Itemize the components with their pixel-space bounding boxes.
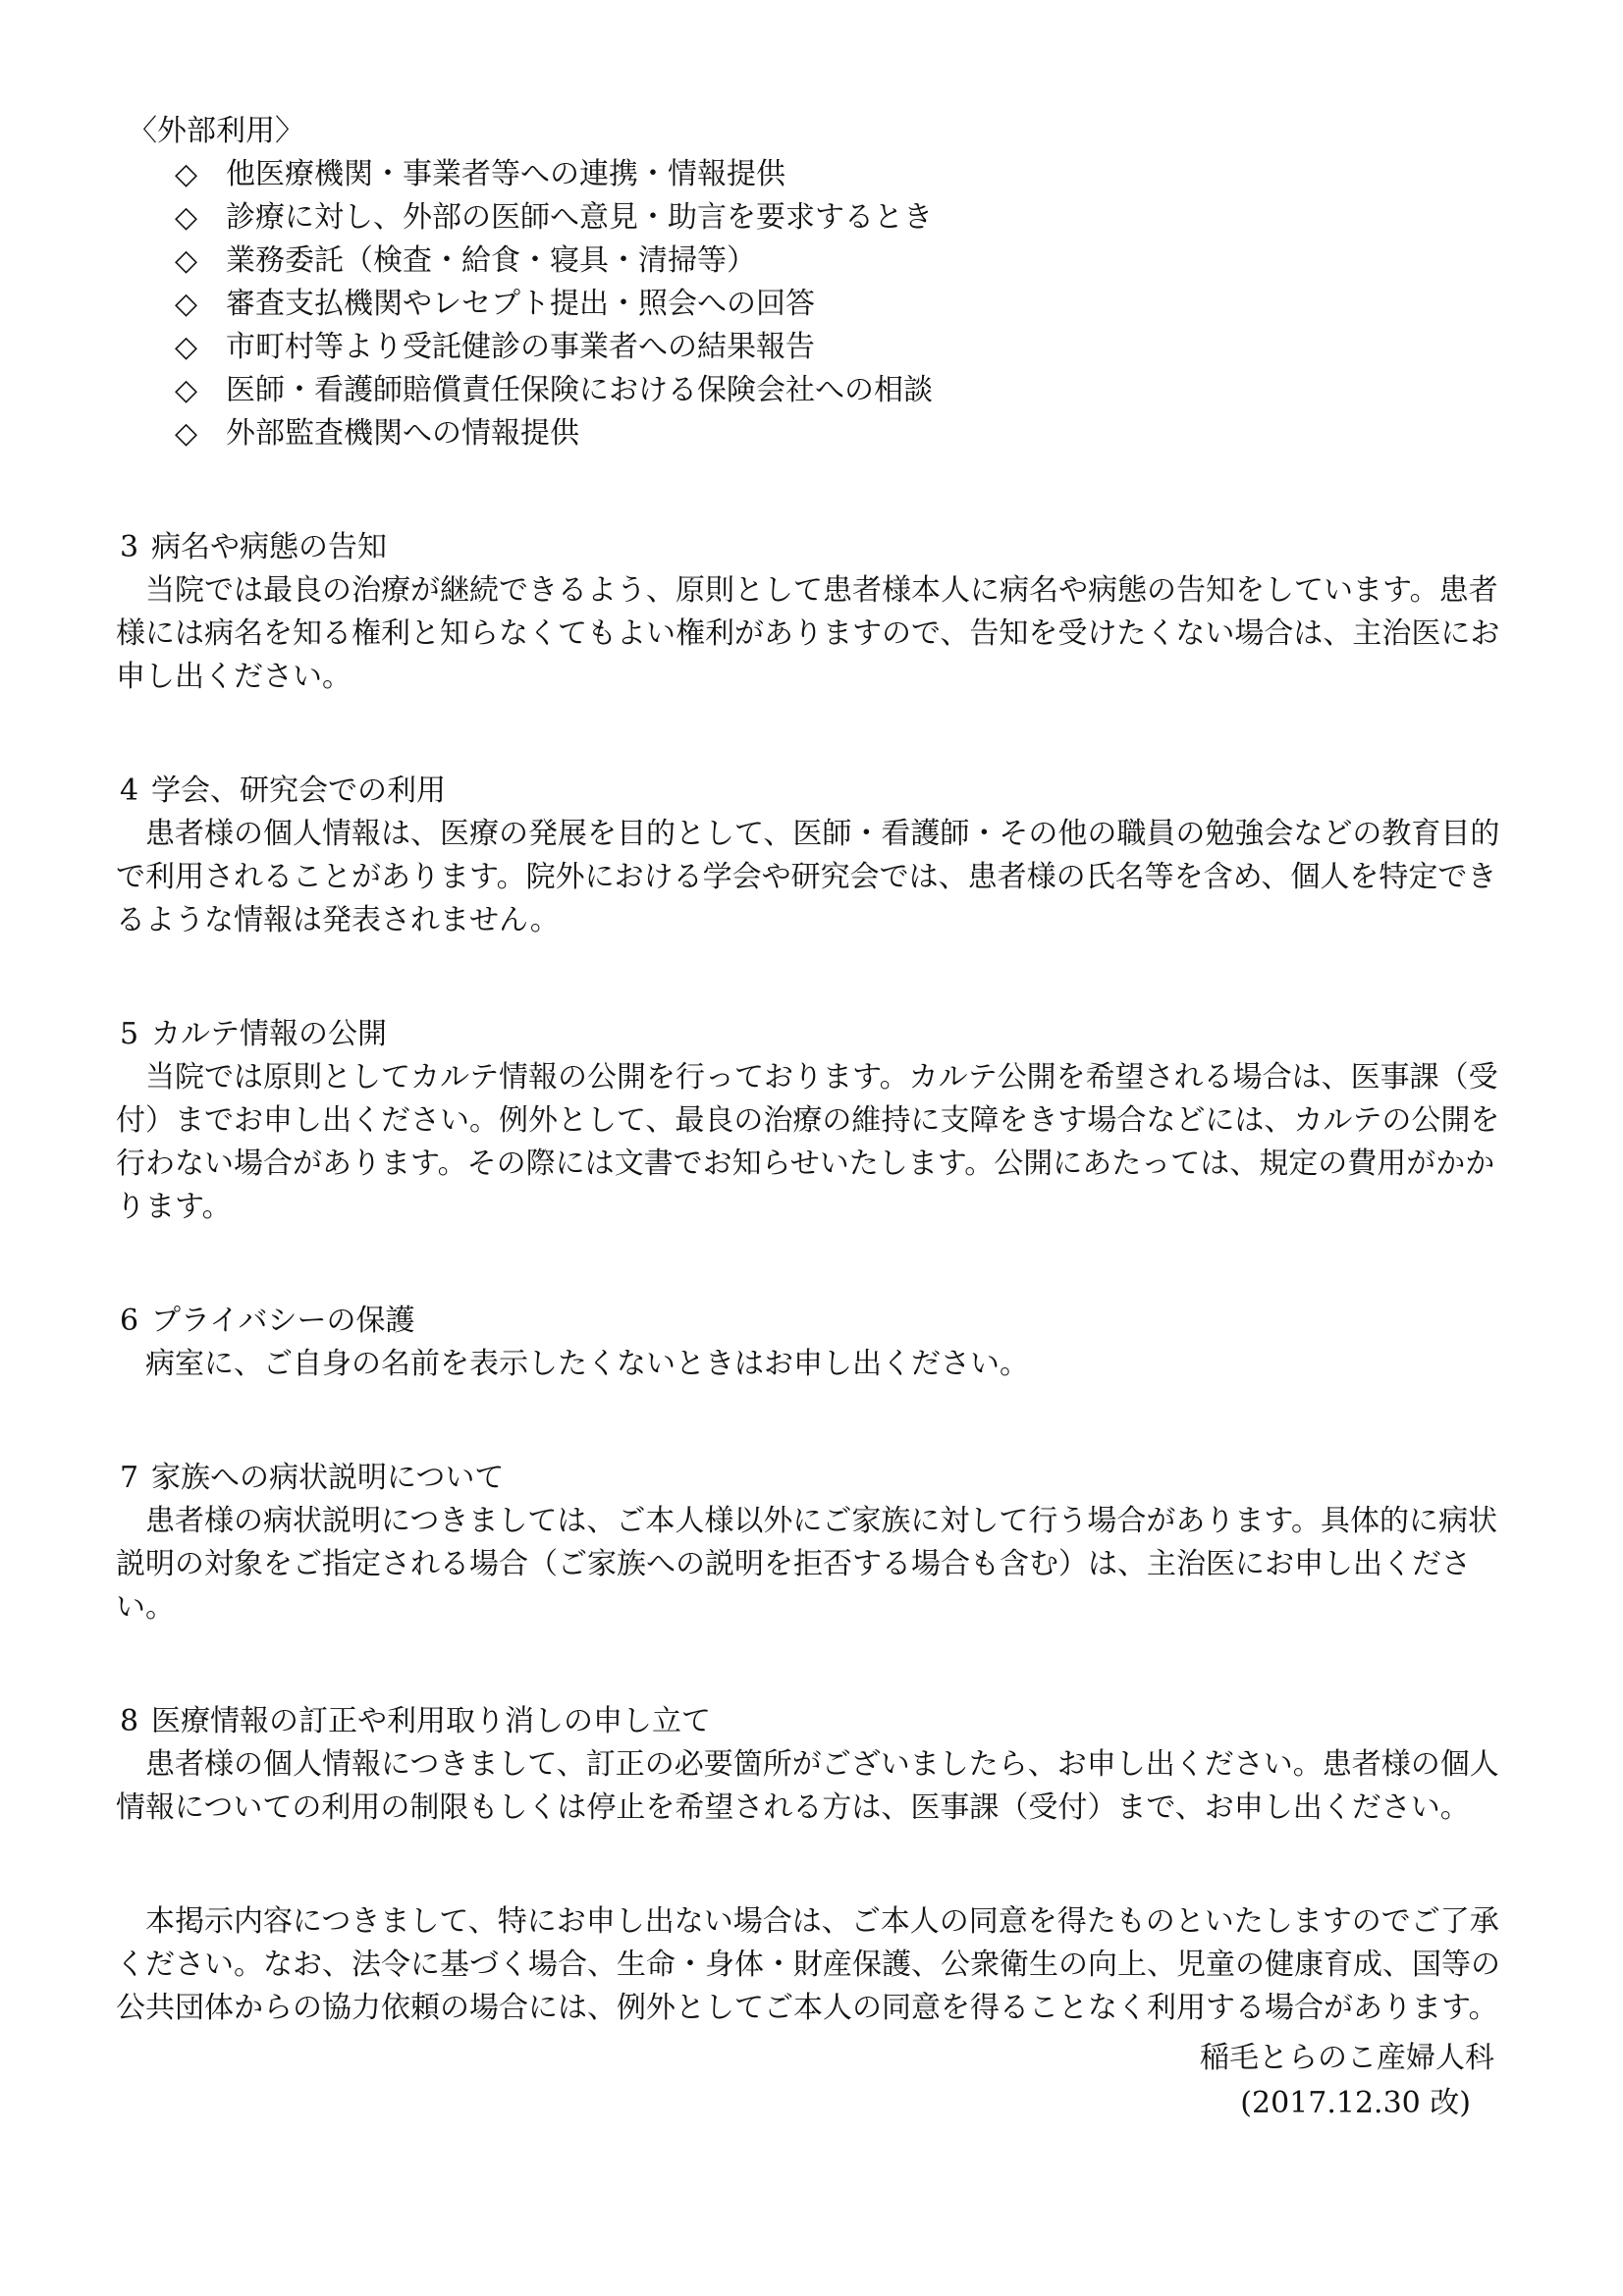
section-title [116,1013,1510,1056]
section-body: 患者様の病状説明につきましては、ご本人様以外にご家族に対して行う場合があります。具体的に病状説明の対象をご指定される場合（ご家族への説明を拒否する場合も含む）は、主治医にお申し出ください。 [116,1504,1497,1625]
section-title-text: プライバシーの保護 [151,1304,415,1338]
section-title [116,770,1510,813]
closing-notice [116,1900,1510,2126]
section-number: 4 [120,774,139,808]
list-item [175,369,1510,412]
section-privacy-protection [116,1300,1510,1386]
section-title-text: カルテ情報の公開 [151,1017,387,1051]
external-use-heading: 〈外部利用〉 [128,114,304,148]
list-item-text: 外部監査機関への情報提供 [226,416,579,451]
list-item-text: 審査支払機関やレセプト提出・照会への回答 [226,287,815,321]
closing-body: 本掲示内容につきまして、特にお申し出ない場合は、ご本人の同意を得たものといたしますのでご了承ください。なお、法令に基づく場合、生命・身体・財産保護、公衆衛生の向上、児童の健康育成、国等の公共団体からの協力依頼の場合には、例外としてご本人の同意を得ることなく利用する場合があります。 [116,1904,1500,2025]
section-number: 7 [120,1461,139,1495]
section-disclosure-of-diagnosis [116,526,1510,699]
list-item [175,153,1510,196]
diamond-bullet-icon: ◇ [175,287,198,321]
section-number: 6 [120,1304,139,1338]
list-item [175,196,1510,240]
diamond-bullet-icon: ◇ [175,243,198,278]
list-item [175,283,1510,326]
list-item-text: 医師・看護師賠償責任保険における保険会社への相談 [226,373,933,407]
section-body: 患者様の個人情報は、医療の発展を目的として、医師・看護師・その他の職員の勉強会などの教育目的で利用されることがあります。院外における学会や研究会では、患者様の氏名等を含め、個人を特定できるような情報は発表されません。 [116,817,1500,937]
list-item [175,240,1510,283]
list-item [175,326,1510,369]
section-title [116,1300,1510,1343]
section-family-explanation [116,1457,1510,1629]
list-item-text: 業務委託（検査・給食・寝具・清掃等） [226,243,756,278]
document-body [116,110,1510,2126]
list-item-text: 市町村等より受託健診の事業者への結果報告 [226,330,815,364]
diamond-bullet-icon: ◇ [175,200,198,235]
section-title [116,526,1510,569]
section-academic-use [116,770,1510,942]
section-title-text: 学会、研究会での利用 [151,774,446,808]
list-item-text: 診療に対し、外部の医師へ意見・助言を要求するとき [226,200,933,235]
list-item-text: 他医療機関・事業者等への連携・情報提供 [226,157,785,191]
list-item [175,412,1510,455]
section-number: 3 [120,530,139,564]
clinic-signature: 稲毛とらのこ産婦人科 [1200,2041,1494,2075]
section-medical-record-disclosure [116,1013,1510,1229]
section-title [116,1457,1510,1500]
section-title-text: 医療情報の訂正や利用取り消しの申し立て [151,1704,711,1738]
section-body: 病室に、ご自身の名前を表示したくないときはお申し出ください。 [145,1347,1029,1381]
section-body: 患者様の個人情報につきまして、訂正の必要箇所がございましたら、お申し出ください。患者様の個人情報についての利用の制限もしくは停止を希望される方は、医事課（受付）まで、お申し出ください。 [116,1747,1499,1825]
revision-date: (2017.12.30 改) [1240,2086,1471,2120]
section-correction-request [116,1700,1510,1830]
section-title-text: 家族への病状説明について [151,1461,505,1495]
diamond-bullet-icon: ◇ [175,330,198,364]
diamond-bullet-icon: ◇ [175,373,198,407]
section-body: 当院では最良の治療が継続できるよう、原則として患者様本人に病名や病態の告知をしています。患者様には病名を知る権利と知らなくてもよい権利がありますので、告知を受けたくない場合は、主治医にお申し出ください。 [116,573,1500,694]
diamond-bullet-icon: ◇ [175,416,198,451]
section-body: 当院では原則としてカルテ情報の公開を行っております。カルテ公開を希望される場合は、医事課（受付）までお申し出ください。例外として、最良の治療の維持に支障をきす場合などには、カルテの公開を行わない場合があります。その際には文書でお知らせいたします。公開にあたっては、規定の費用がかかります。 [116,1060,1500,1224]
section-number: 5 [120,1017,139,1051]
diamond-bullet-icon: ◇ [175,157,198,191]
section-title-text: 病名や病態の告知 [151,530,387,564]
section-number: 8 [120,1704,139,1738]
section-title [116,1700,1510,1743]
external-use-list [116,153,1510,455]
